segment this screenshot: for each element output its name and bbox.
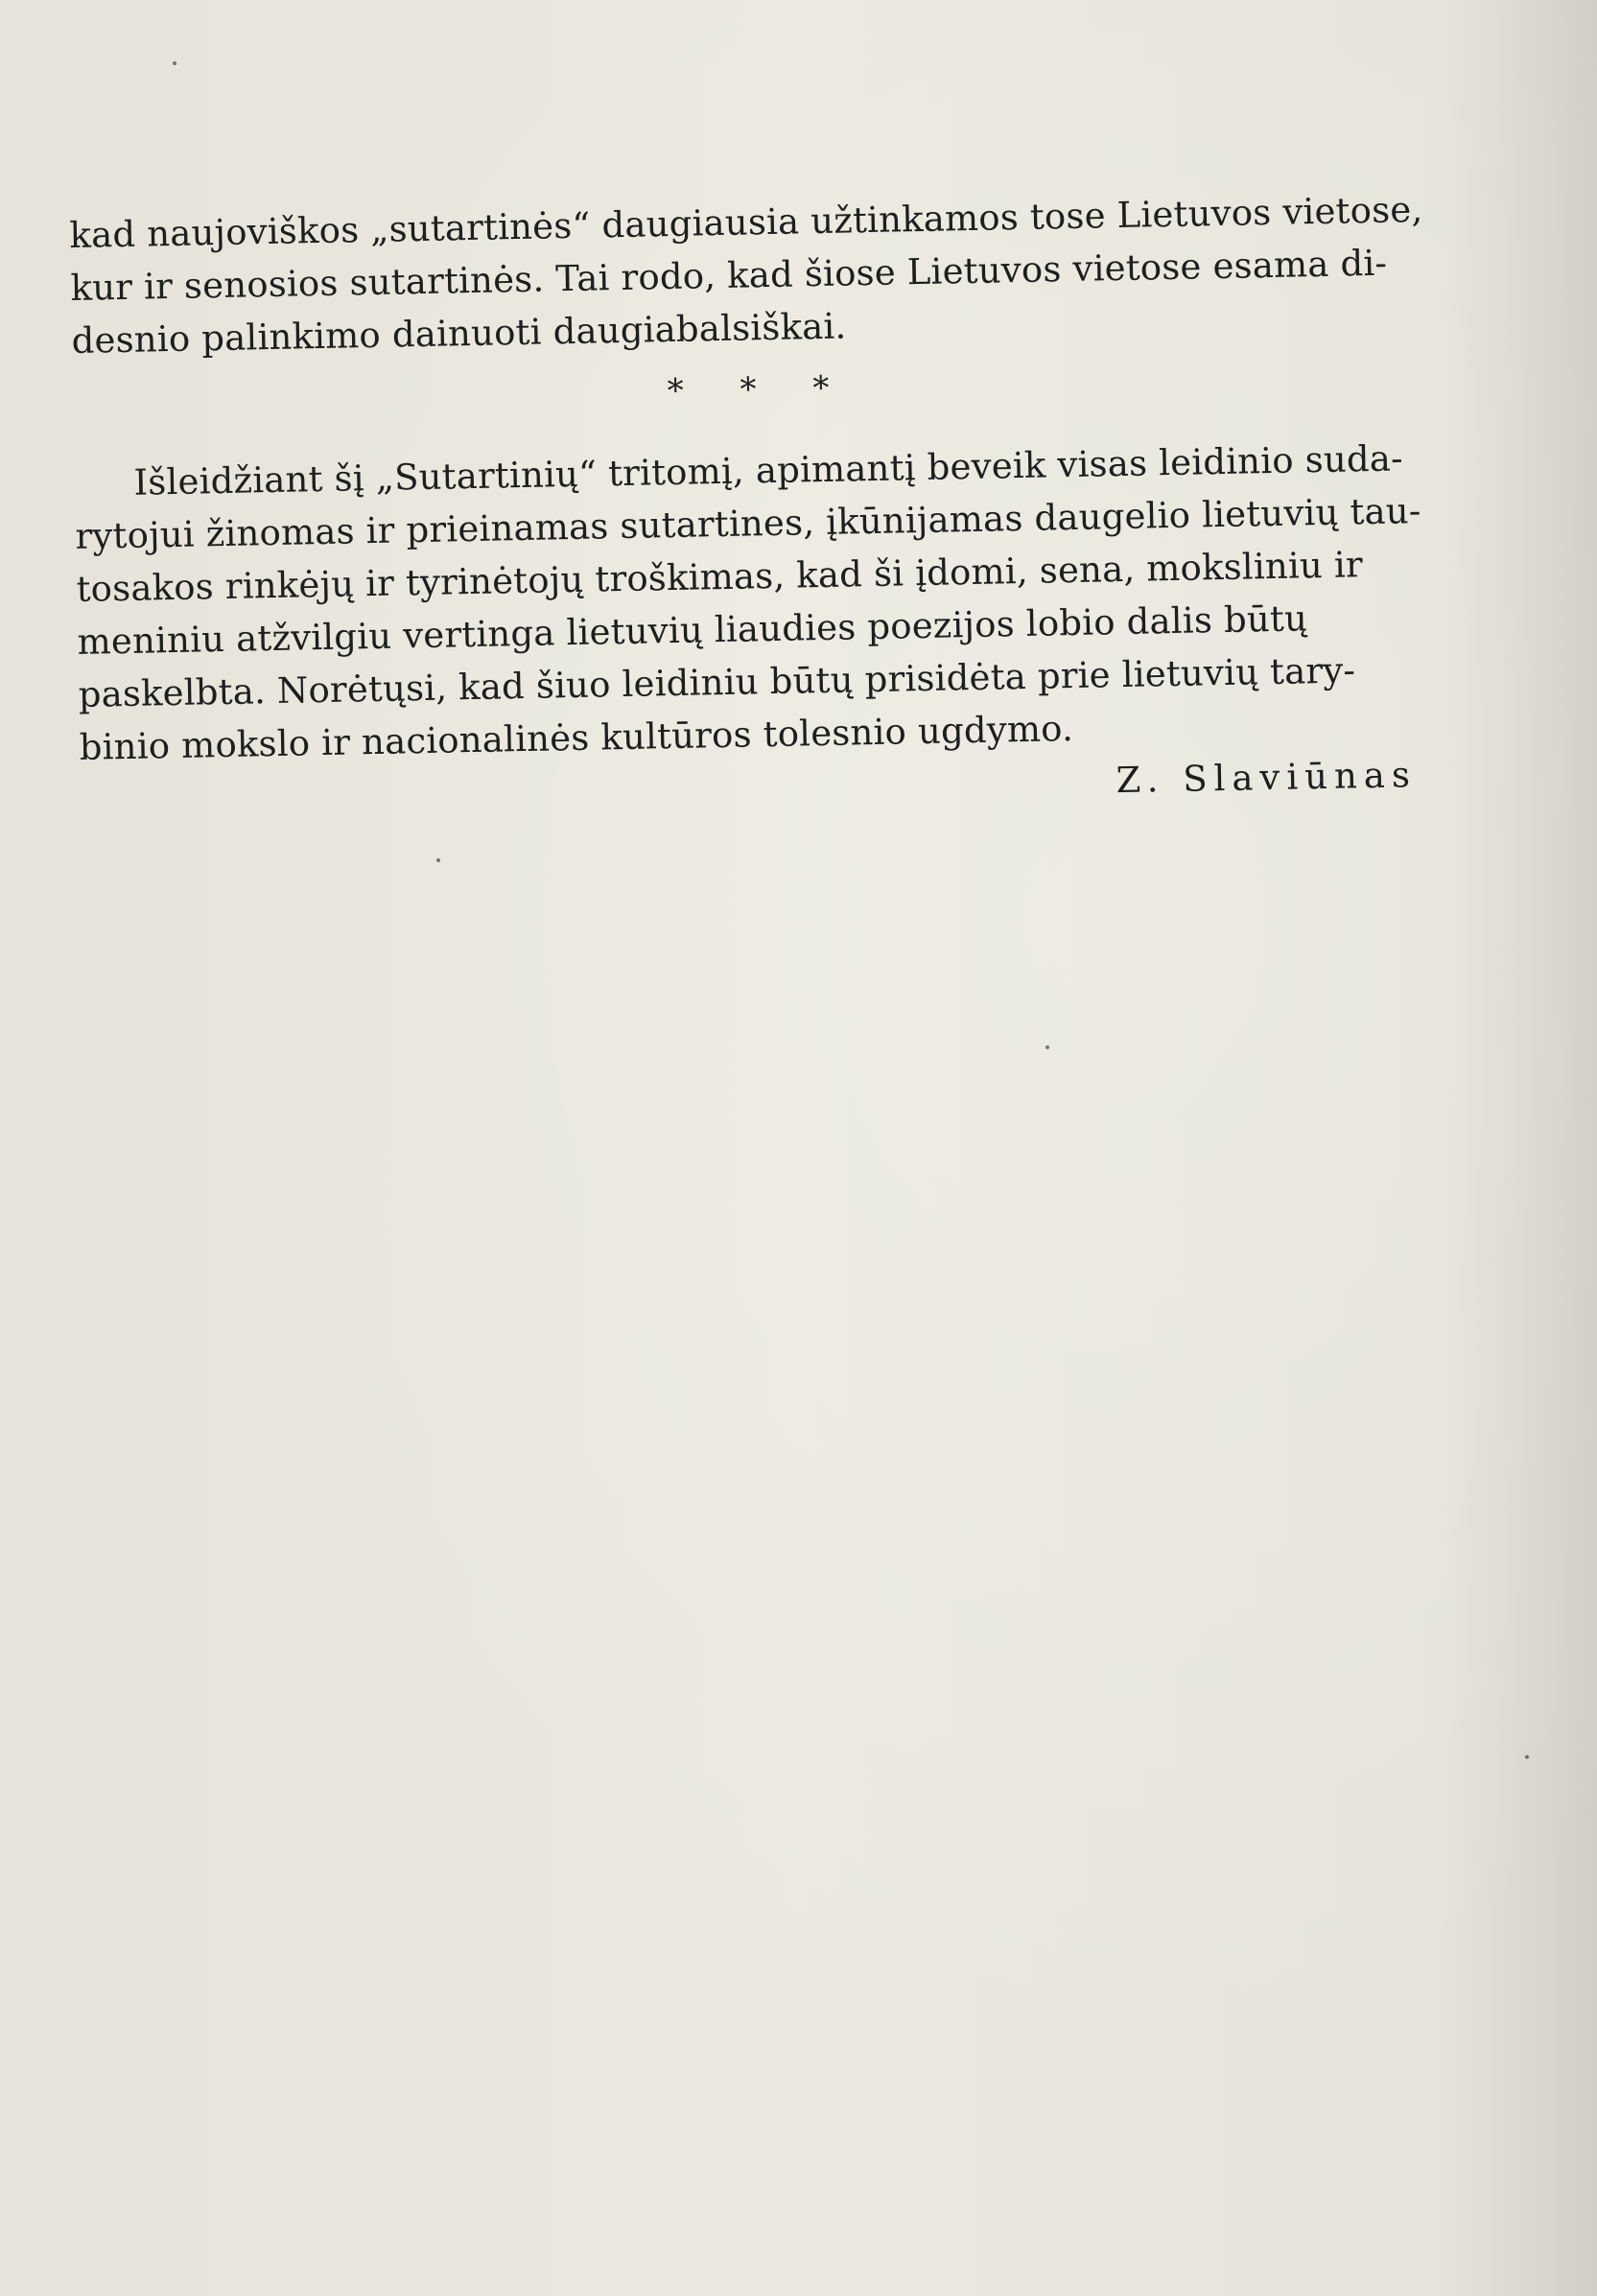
text-line: binio mokslo ir nacionalinės kultūros tolesnio ugdymo. xyxy=(79,708,1074,768)
text-line: meniniu atžvilgiu vertinga lietuvių liaudies poezijos lobio dalis būtų xyxy=(77,597,1308,663)
paper-speck xyxy=(1525,1755,1529,1759)
text-line: paskelbta. Norėtųsi, kad šiuo leidiniu būtų prisidėta prie lietuvių tary- xyxy=(78,649,1356,715)
text-line: rytojui žinomas ir prieinamas sutartines, įkūnijamas daugelio lietuvių tau- xyxy=(75,490,1421,557)
asterisk: * xyxy=(740,370,757,410)
asterisk: * xyxy=(667,371,685,411)
main-text xyxy=(69,181,1519,827)
text-line: kur ir senosios sutartinės. Tai rodo, kad šiose Lietuvos vietose esama di- xyxy=(70,242,1388,309)
asterisk: * xyxy=(811,368,830,409)
paper-speck xyxy=(173,61,176,65)
text-line: desnio palinkimo dainuoti daugiabalsiškai. xyxy=(71,305,847,362)
paper-speck xyxy=(436,858,440,862)
author-signature: Z. Slaviūnas xyxy=(1116,754,1418,802)
text-line: kad naujoviškos „sutartinės“ daugiausia užtinkamos tose Lietuvos vietose, xyxy=(69,188,1423,256)
text-line: Išleidžiant šį „Sutartinių“ tritomį, apimantį beveik visas leidinio suda- xyxy=(133,437,1404,504)
text-line: tosakos rinkėjų ir tyrinėtojų troškimas, kad ši įdomi, sena, moksliniu ir xyxy=(76,544,1364,610)
paper-speck xyxy=(1045,1045,1049,1049)
